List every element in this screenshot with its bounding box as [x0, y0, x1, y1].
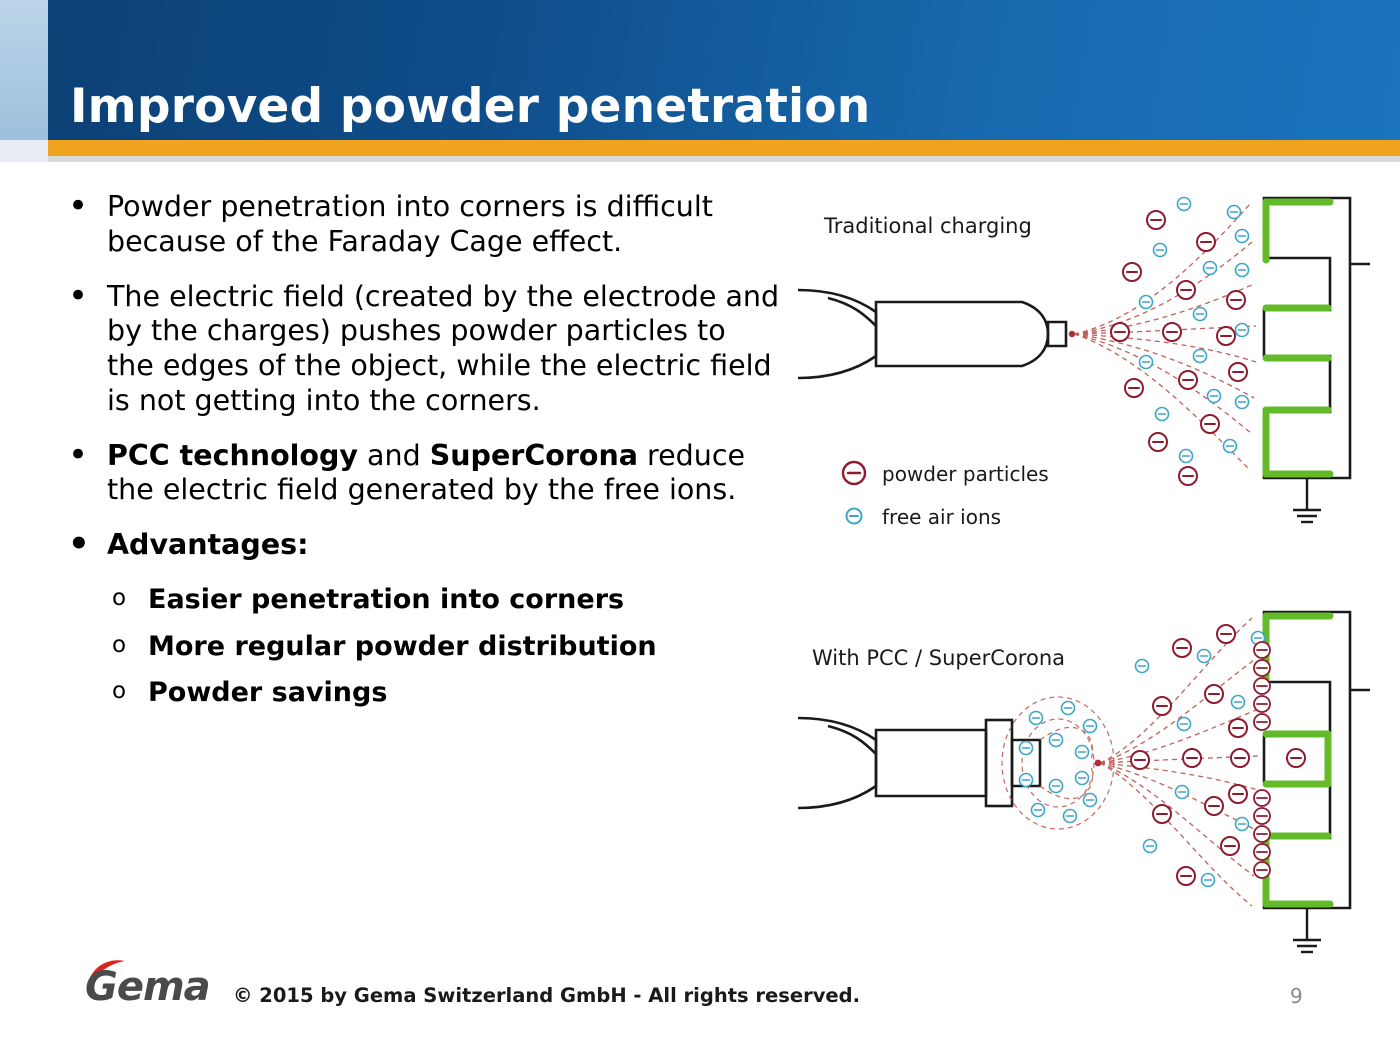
header-accent-rule	[0, 140, 1400, 156]
copyright-notice: © 2015 by Gema Switzerland GmbH - All rights reserved.	[233, 984, 861, 1007]
figure-bottom-caption: With PCC / SuperCorona	[812, 646, 1066, 670]
sub-bullet-easier-penetration: o Easier penetration into corners	[107, 583, 780, 617]
sub-bullet-powder-savings: o Powder savings	[107, 676, 780, 710]
page-number: 9	[1290, 984, 1303, 1008]
gema-logo-text: Gema	[85, 964, 210, 1010]
legend-free-air-ion-icon	[847, 509, 862, 524]
bullet-pcc-supercorona	[60, 439, 780, 509]
slide-header	[0, 0, 1400, 140]
gema-logo	[85, 960, 220, 1012]
bullet-pcc-part-3: SuperCorona	[429, 438, 638, 472]
header-grey-rule	[0, 156, 1400, 162]
header-left-strip	[0, 0, 48, 140]
content-text-column	[60, 190, 780, 723]
bullet-pcc-part-4: reduce the electric field generated by the free ions.	[107, 438, 746, 507]
bullet-advantages: • Advantages:	[60, 528, 780, 563]
legend-label-free-air-ions: free air ions	[882, 505, 1002, 529]
figure-top-caption: Traditional charging	[824, 214, 1032, 238]
legend-powder-particle-icon	[843, 462, 865, 484]
header-left-strip-lower	[0, 140, 48, 162]
advantages-sub-list	[60, 583, 780, 710]
legend-label-powder-particles: powder particles	[882, 462, 1049, 486]
bullet-pcc-part-1: PCC technology	[107, 438, 358, 472]
figure-with-pcc-supercorona	[790, 590, 1370, 980]
bullet-faraday-cage: • Powder penetration into corners is difficult because of the Faraday Cage effect.	[60, 190, 780, 260]
page-title: Improved powder penetration	[70, 79, 871, 135]
sub-bullet-regular-distribution: o More regular powder distribution	[107, 630, 780, 664]
figure-traditional-charging	[790, 180, 1370, 560]
bullet-pcc-part-2: and	[357, 438, 430, 472]
bullet-electric-field: • The electric field (created by the electrode and by the charges) pushes powder particles to the edges of the object, while the electric field is not getting into the corners.	[60, 280, 780, 419]
